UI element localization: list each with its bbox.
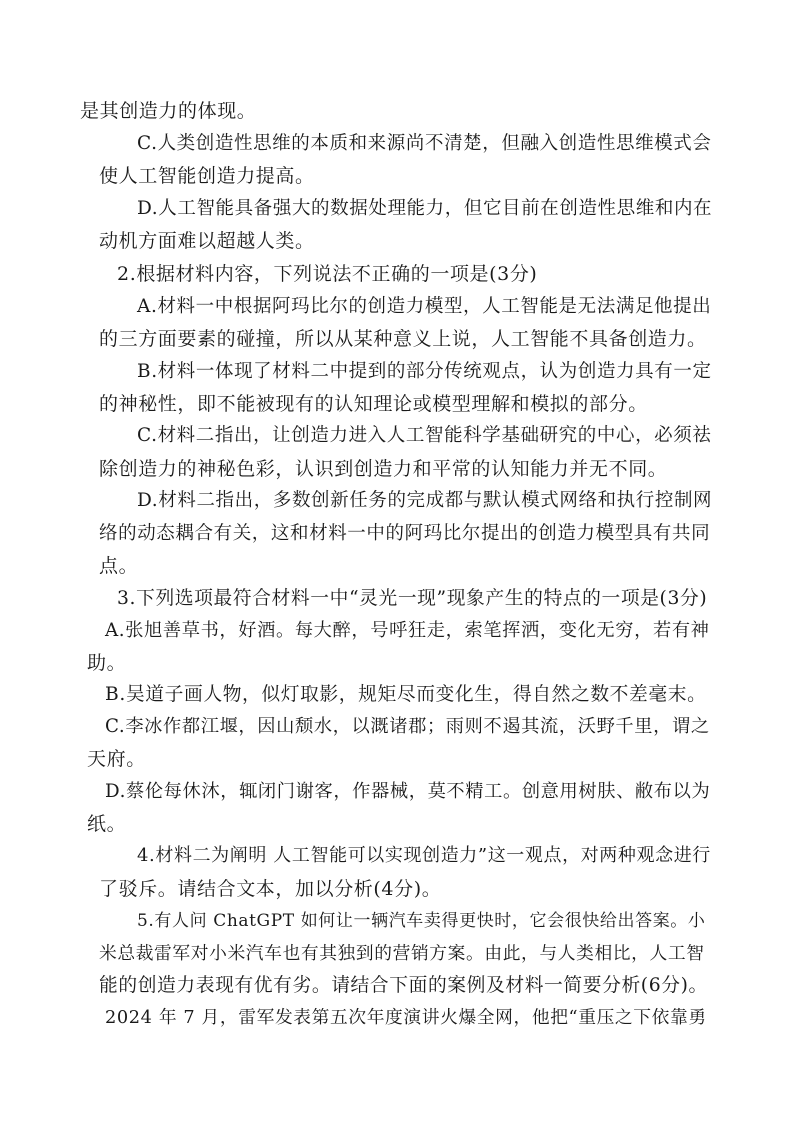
text-line: 助。: [87, 652, 127, 674]
text-line: 能的创造力表现有优有劣。请结合下面的案例及材料一简要分析(6分)。: [99, 975, 708, 996]
option-a-line: A.张旭善草书，好酒。每大醉，号呼狂走，索笔挥洒，变化无穷，若有神: [105, 620, 710, 641]
text-line: 的三方面要素的碰撞，所以从某种意义上说，人工智能不具备创造力。: [99, 328, 707, 350]
text-line: 米总裁雷军对小米汽车也有其独到的营销方案。由此，与人类相比，人工智: [99, 944, 705, 964]
option-d-line: D.人工智能具备强大的数据处理能力，但它目前在创造性思维和内在: [137, 198, 713, 219]
text-line: 2024 年 7 月，雷军发表第五次年度演讲火爆全网，他把“重压之下依靠勇: [105, 1008, 707, 1028]
option-d-line: D.材料二指出，多数创新任务的完成都与默认模式网络和执行控制网: [137, 490, 713, 511]
question-4-title: 4.材料二为阐明 人工智能可以实现创造力”这一观点，对两种观念进行: [137, 845, 711, 866]
text-line: 动机方面难以超越人类。: [99, 230, 315, 252]
option-b-line: B.材料一体现了材料二中提到的部分传统观点，认为创造力具有一定: [137, 361, 712, 382]
text-line: 除创造力的神秘色彩，认识到创造力和平常的认知能力并无不同。: [99, 458, 668, 480]
text-line: 使人工智能创造力提高。: [99, 165, 315, 187]
option-c-line: C.人类创造性思维的本质和来源尚不清楚，但融入创造性思维模式会: [137, 133, 712, 154]
question-2-title: 2.根据材料内容，下列说法不正确的一项是(3分): [117, 263, 538, 285]
option-a-line: A.材料一中根据阿玛比尔的创造力模型，人工智能是无法满足他提出: [137, 296, 712, 317]
text-line: 的神秘性，即不能被现有的认知理论或模型理解和模拟的部分。: [99, 393, 648, 415]
text-line: 了驳斥。请结合文本，加以分析(4分)。: [99, 878, 442, 900]
text-line: 络的动态耦合有关，这和材料一中的阿玛比尔提出的创造力模型具有共同: [99, 523, 711, 544]
text-line: 纸。: [87, 813, 127, 835]
text-line: 是其创造力的体现。: [80, 100, 257, 122]
option-b-line: B.吴道子画人物，似灯取影，规矩尽而变化生，得自然之数不差毫末。: [105, 684, 707, 705]
question-5-title: 5.有人问 ChatGPT 如何让一辆汽车卖得更快时，它会很快给出答案。小: [137, 911, 706, 931]
option-c-line: C.材料二指出，让创造力进入人工智能科学基础研究的中心，必须祛: [137, 425, 712, 446]
option-c-line: C.李冰作都江堰，因山颓水，以溉诸郡；雨则不遏其流，沃野千里，谓之: [105, 716, 710, 737]
text-line: 天府。: [87, 748, 146, 770]
text-line: 点。: [99, 555, 139, 577]
question-3-title: 3.下列选项最符合材料一中“灵光一现”现象产生的特点的一项是(3分): [117, 588, 708, 609]
option-d-line: D.蔡伦每休沐，辄闭门谢客，作器械，莫不精工。创意用树肤、敝布以为: [105, 781, 711, 802]
